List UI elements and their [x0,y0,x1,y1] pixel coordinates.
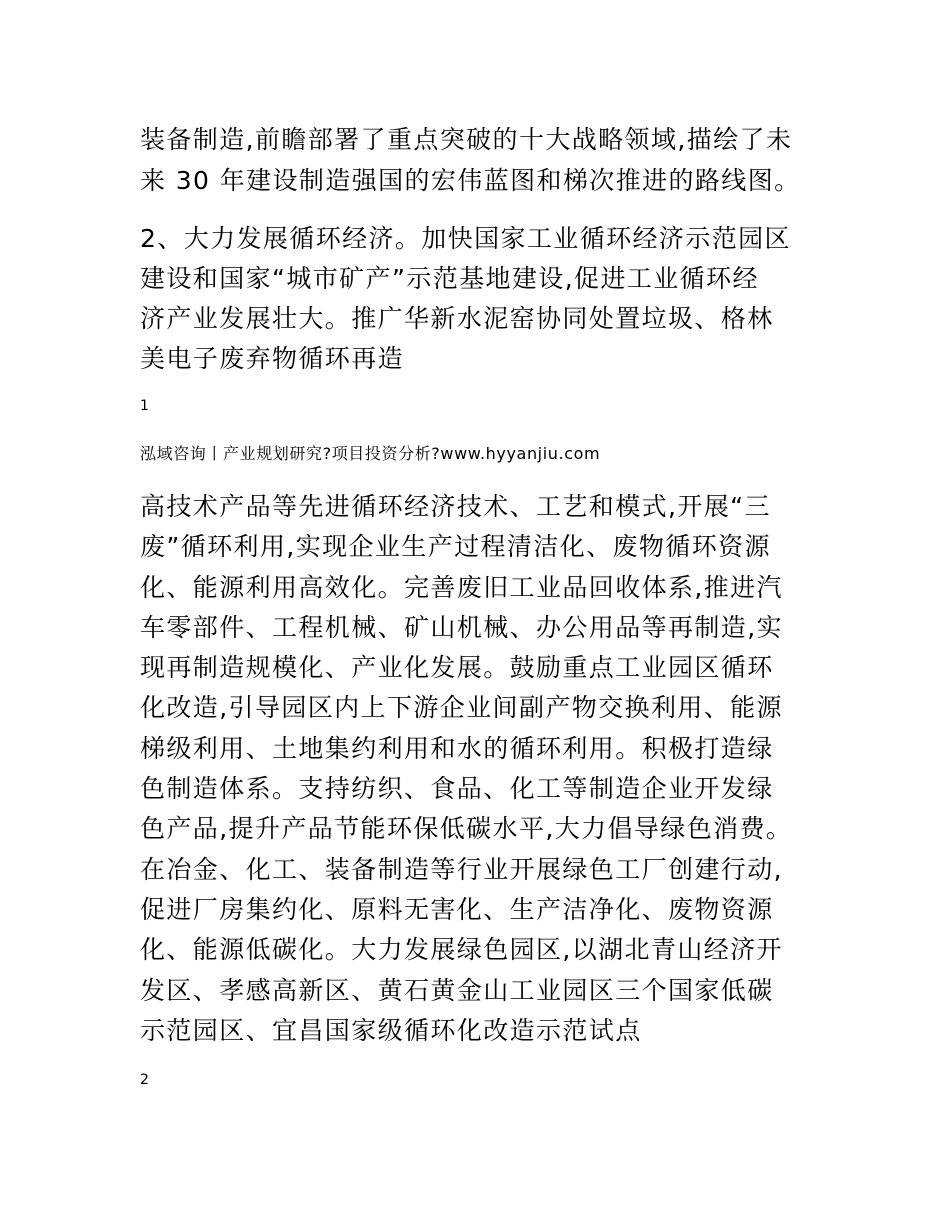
page-number: 2 [140,1072,149,1088]
text-line: 促进厂房集约化、原料无害化、生产洁净化、废物资源 [140,894,774,924]
text-line: 梯级利用、土地集约利用和水的循环利用。积极打造绿 [140,733,774,763]
text-line: 化改造,引导园区内上下游企业间副产物交换利用、能源 [140,693,783,723]
text-line: 在冶金、化工、装备制造等行业开展绿色工厂创建行动, [140,854,783,884]
text-line: 发区、孝感高新区、黄石黄金山工业园区三个国家低碳 [140,975,774,1005]
text-line: 济产业发展壮大。推广华新水泥窑协同处置垃圾、格林 [140,304,774,333]
text-line: 美电子废弃物循环再造 [140,344,405,373]
page-number: 1 [140,398,149,414]
text-line: 车零部件、工程机械、矿山机械、办公用品等再制造,实 [140,612,783,642]
text-line: 化、能源低碳化。大力发展绿色园区,以湖北青山经济开 [140,935,783,965]
text-line: 现再制造规模化、产业化发展。鼓励重点工业园区循环 [140,653,774,683]
text-line: 色制造体系。支持纺织、食品、化工等制造企业开发绿 [140,774,774,804]
text-line: 化、能源利用高效化。完善废旧工业品回收体系,推进汽 [140,572,783,602]
text-line: 来 30 年建设制造强国的宏伟蓝图和梯次推进的路线图。 [140,166,801,195]
text-line: 废”循环利用,实现企业生产过程清洁化、废物循环资源 [140,532,771,562]
text-line: 高技术产品等先进循环经济技术、工艺和模式,开展“三 [140,492,771,521]
text-line: 2、大力发展循环经济。加快国家工业循环经济示范园区 [140,224,791,253]
paragraph-2 [140,219,830,379]
text-line: 装备制造,前瞻部署了重点突破的十大战略领域,描绘了未 [140,125,793,154]
text-line: 建设和国家“城市矿产”示范基地建设,促进工业循环经 [140,264,759,293]
text-line: 示范园区、宜昌国家级循环化改造示范试点 [140,1015,642,1045]
text-line: 色产品,提升产品节能环保低碳水平,大力倡导绿色消费。 [140,814,793,844]
paragraph-1 [140,119,830,201]
page-header: 泓域咨询丨产业规划研究?项目投资分析?www.hyyanjiu.com [140,444,601,463]
paragraph-3 [140,487,830,1051]
